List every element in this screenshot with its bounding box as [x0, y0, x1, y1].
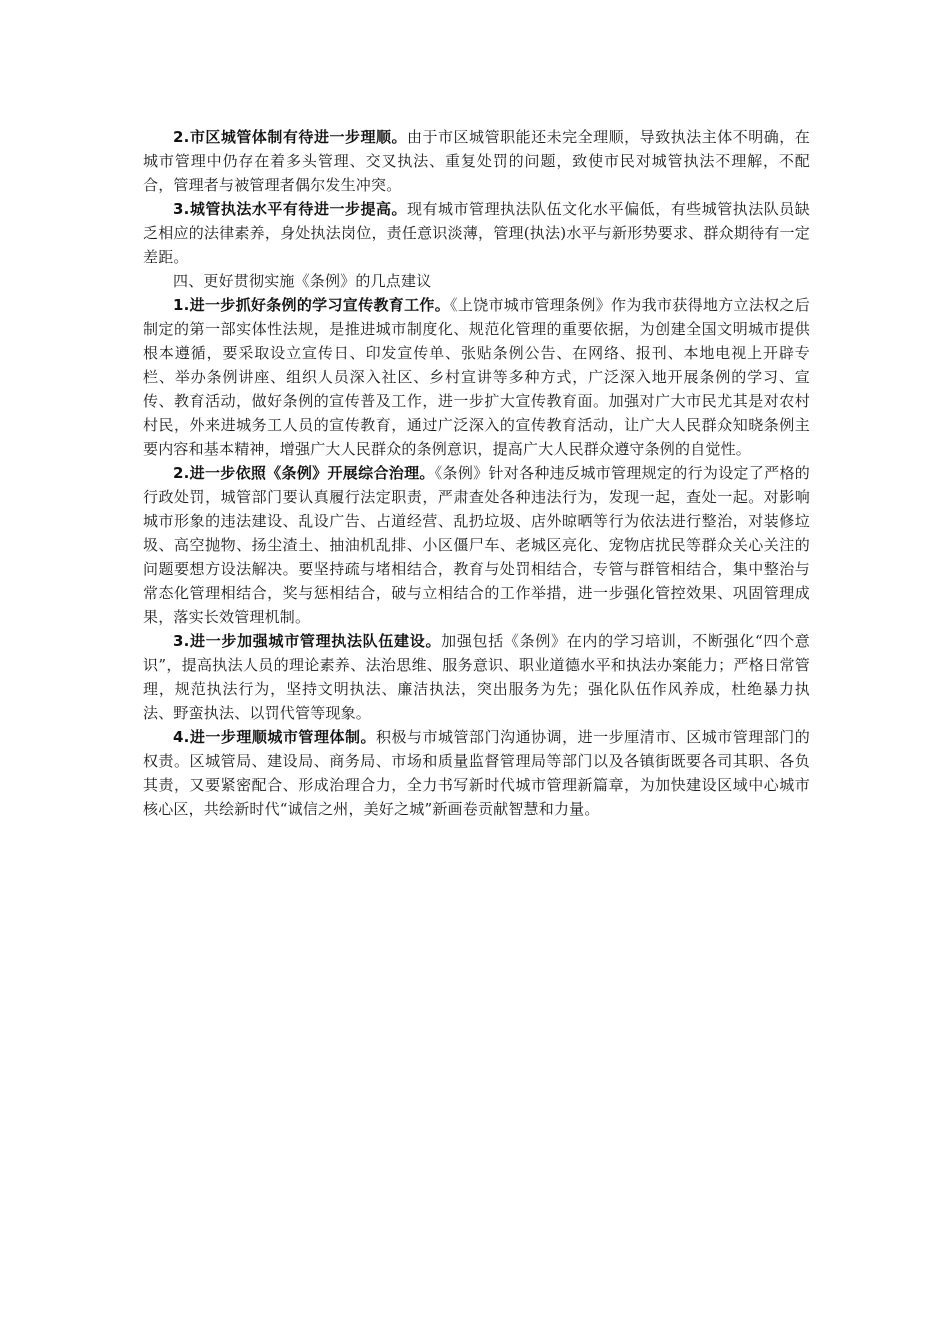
section-title-suggestions — [143, 269, 810, 293]
paragraph-publicity — [143, 293, 810, 461]
paragraph-heading: 3.进一步加强城市管理执法队伍建设。 — [173, 632, 442, 650]
paragraph-text: 《上饶市城市管理条例》作为我市获得地方立法权之后制定的第一部实体性法规，是推进城市制度化、规范化管理的重要依据，为创建全国文明城市提供根本遵循，要采取设立宣传日、印发宣传单、张贴条例公告、在网络、报刊、本地电视上开辟专栏、举办条例讲座、组织人员深入社区、乡村宣讲等多种方式，广泛深入地开展条例的学习、宣传、教育活动，做好条例的宣传普及工作，进一步扩大宣传教育面。加强对广大市民尤其是对农村村民，外来进城务工人员的宣传教育，通过广泛深入的宣传教育活动，让广大人民群众知晓条例主要内容和基本精神，增强广大人民群众的条例意识，提高广大人民群众遵守条例的自觉性。 — [143, 296, 810, 458]
paragraph-urban-system — [143, 125, 810, 197]
paragraph-heading: 1.进一步抓好条例的学习宣传教育工作。 — [173, 296, 451, 314]
paragraph-heading: 3.城管执法水平有待进一步提高。 — [173, 200, 408, 218]
paragraph-heading: 2.进一步依照《条例》开展综合治理。 — [173, 464, 435, 482]
paragraph-enforcement-level — [143, 197, 810, 269]
paragraph-heading: 2.市区城管体制有待进一步理顺。 — [173, 128, 408, 146]
paragraph-governance — [143, 461, 810, 629]
section-title: 四、更好贯彻实施《条例》的几点建议 — [173, 272, 432, 290]
paragraph-heading: 4.进一步理顺城市管理体制。 — [173, 728, 376, 746]
paragraph-team-building — [143, 629, 810, 725]
paragraph-text: 由于市区城管职能还未完全理顺，导致执法主体不明确，在城市管理中仍存在着多头管理、交叉执法、重复处罚的问题，致使市民对城管执法不理解，不配合，管理者与被管理者偶尔发生冲突。 — [143, 128, 811, 194]
paragraph-management-system — [143, 725, 810, 821]
document-body — [143, 125, 810, 821]
paragraph-text: 《条例》针对各种违反城市管理规定的行为设定了严格的行政处罚，城管部门要认真履行法定职责，严肃查处各种违法行为，发现一起，查处一起。对影响城市形象的违法建设、乱设广告、占道经营、乱扔垃圾、店外晾晒等行为依法进行整治，对装修垃圾、高空抛物、扬尘渣土、抽油机乱排、小区僵尸车、老城区亮化、宠物店扰民等群众关心关注的问题要想方设法解决。要坚持疏与堵相结合，教育与处罚相结合，专管与群管相结合，集中整治与常态化管理相结合，奖与惩相结合，破与立相结合的工作举措，进一步强化管控效果、巩固管理成果，落实长效管理机制。 — [143, 464, 810, 626]
paragraph-text: 加强包括《条例》在内的学习培训，不断强化“四个意识”，提高执法人员的理论素养、法治思维、服务意识、职业道德水平和执法办案能力；严格日常管理，规范执法行为，坚持文明执法、廉洁执法，突出服务为先；强化队伍作风养成，杜绝暴力执法、野蛮执法、以罚代管等现象。 — [143, 632, 810, 722]
paragraph-text: 积极与市城管部门沟通协调，进一步厘清市、区城市管理部门的权责。区城管局、建设局、商务局、市场和质量监督管理局等部门以及各镇街既要各司其职、各负其责，又要紧密配合、形成治理合力，全力书写新时代城市管理新篇章，为加快建设区域中心城市核心区，共绘新时代“诚信之州，美好之城”新画卷贡献智慧和力量。 — [143, 728, 810, 818]
paragraph-text: 现有城市管理执法队伍文化水平偏低，有些城管执法队员缺乏相应的法律素养，身处执法岗位，责任意识淡薄，管理(执法)水平与新形势要求、群众期待有一定差距。 — [143, 200, 811, 266]
